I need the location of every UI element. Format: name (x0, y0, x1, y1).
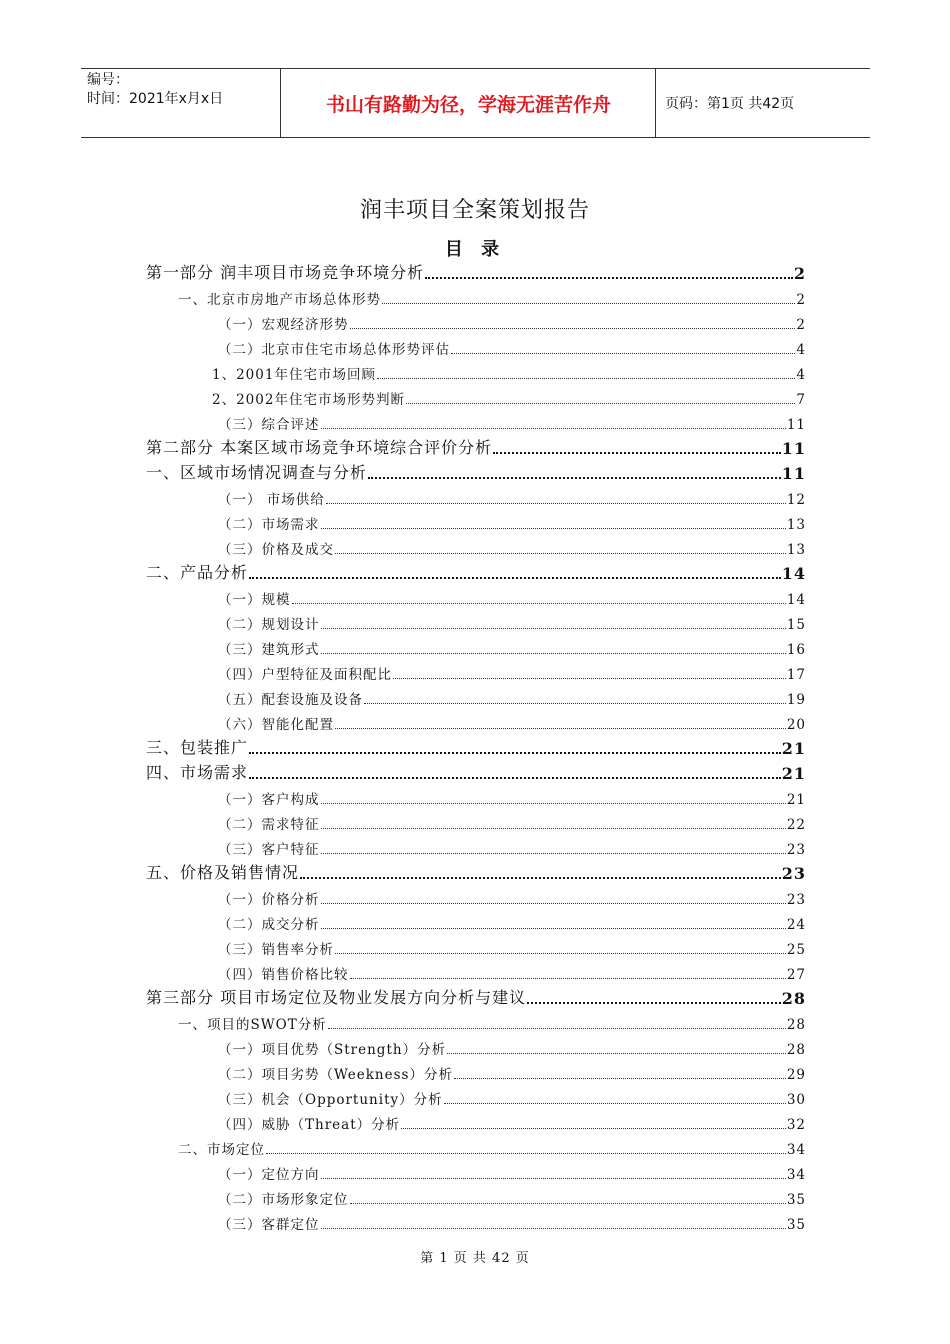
toc-entry-text: （三）综合评述 (218, 417, 320, 433)
toc-entry[interactable] (146, 508, 806, 533)
toc-entry-page: 23 (781, 864, 806, 883)
toc-entry[interactable] (146, 708, 806, 733)
toc-entry[interactable] (146, 483, 806, 508)
toc-entry[interactable] (146, 1108, 806, 1133)
toc-entry[interactable] (146, 858, 806, 883)
toc-entry[interactable] (146, 958, 806, 983)
toc-entry[interactable] (146, 533, 806, 558)
toc-leader-dots (321, 528, 786, 529)
toc-leader-dots (377, 378, 795, 379)
toc-leader-dots (493, 452, 781, 454)
toc-entry-text: 二、产品分析 (146, 563, 249, 582)
toc-entry[interactable] (146, 433, 806, 458)
toc-entry-page: 23 (786, 842, 806, 858)
toc-entry[interactable] (146, 908, 806, 933)
toc-entry[interactable] (146, 258, 806, 283)
toc-entry[interactable] (146, 683, 806, 708)
toc-entry[interactable] (146, 583, 806, 608)
toc-entry[interactable] (146, 458, 806, 483)
number-label: 编号： (87, 72, 129, 88)
toc-entry-page: 23 (786, 892, 806, 908)
toc-entry-text: （二）市场形象定位 (218, 1192, 349, 1208)
toc-entry-page: 29 (786, 1067, 806, 1083)
toc-leader-dots (328, 1028, 786, 1029)
toc-entry-page: 14 (786, 592, 806, 608)
toc-leader-dots (321, 1228, 786, 1229)
toc-entry-text: （二）成交分析 (218, 917, 320, 933)
toc-entry-text: 一、区域市场情况调查与分析 (146, 463, 368, 482)
toc-entry-text: （三）客群定位 (218, 1217, 320, 1233)
toc-leader-dots (249, 752, 781, 754)
toc-entry[interactable] (146, 1033, 806, 1058)
toc-leader-dots (321, 803, 786, 804)
toc-leader-dots (321, 928, 786, 929)
toc-entry-page: 2 (796, 317, 806, 333)
toc-entry[interactable] (146, 883, 806, 908)
toc-entry-text: 第三部分 项目市场定位及物业发展方向分析与建议 (146, 988, 527, 1007)
toc-entry-text: （四）销售价格比较 (218, 967, 349, 983)
toc-entry[interactable] (146, 1008, 806, 1033)
toc-entry[interactable] (146, 1208, 806, 1233)
toc-entry[interactable] (146, 383, 806, 408)
toc-entry-text: （二）北京市住宅市场总体形势评估 (218, 342, 450, 358)
toc-entry[interactable] (146, 558, 806, 583)
toc-entry[interactable] (146, 1133, 806, 1158)
toc-leader-dots (266, 1153, 786, 1154)
toc-entry-page: 22 (786, 817, 806, 833)
toc-leader-dots (447, 1053, 786, 1054)
toc-entry[interactable] (146, 408, 806, 433)
toc-entry-text: （四）威胁（Threat）分析 (218, 1117, 401, 1133)
toc-entry-text: （一）项目优势（Strength）分析 (218, 1042, 447, 1058)
toc-entry-page: 28 (786, 1017, 806, 1033)
toc-leader-dots (326, 503, 786, 504)
toc-entry[interactable] (146, 933, 806, 958)
toc-leader-dots (393, 678, 786, 679)
toc-entry[interactable] (146, 758, 806, 783)
toc-entry-text: （二）规划设计 (218, 617, 320, 633)
toc-entry[interactable] (146, 283, 806, 308)
toc-leader-dots (321, 428, 786, 429)
toc-entry-text: （一）宏观经济形势 (218, 317, 349, 333)
toc-entry-page: 11 (781, 464, 806, 483)
toc-leader-dots (350, 1203, 786, 1204)
toc-entry-text: （三）机会（Opportunity）分析 (218, 1092, 443, 1108)
toc-entry-page: 28 (786, 1042, 806, 1058)
toc-leader-dots (527, 1002, 781, 1004)
toc-entry-text: 一、项目的SWOT分析 (178, 1017, 327, 1033)
toc-entry[interactable] (146, 1083, 806, 1108)
toc-entry-page: 19 (786, 692, 806, 708)
toc-entry-page: 34 (786, 1142, 806, 1158)
toc-leader-dots (350, 328, 796, 329)
toc-entry-page: 11 (781, 439, 806, 458)
toc-entry-text: 四、市场需求 (146, 763, 249, 782)
toc-entry-page: 13 (786, 542, 806, 558)
toc-entry[interactable] (146, 658, 806, 683)
toc-leader-dots (292, 603, 786, 604)
table-of-contents (146, 258, 806, 1233)
toc-leader-dots (451, 353, 795, 354)
toc-leader-dots (321, 628, 786, 629)
toc-leader-dots (249, 777, 781, 779)
toc-leader-dots (406, 403, 795, 404)
toc-leader-dots (335, 553, 786, 554)
toc-entry[interactable] (146, 983, 806, 1008)
toc-entry[interactable] (146, 808, 806, 833)
document-header (81, 68, 870, 138)
toc-entry-text: 三、包装推广 (146, 738, 249, 757)
toc-entry-text: （四）户型特征及面积配比 (218, 667, 392, 683)
toc-entry-text: 第一部分 润丰项目市场竞争环境分析 (146, 263, 425, 282)
toc-entry-page: 7 (796, 392, 806, 408)
header-motto: 书山有路勤为径，学海无涯苦作舟 (282, 69, 656, 137)
toc-leader-dots (401, 1128, 786, 1129)
toc-entry-text: （一）规模 (218, 592, 291, 608)
toc-entry-page: 17 (786, 667, 806, 683)
toc-entry-page: 12 (786, 492, 806, 508)
toc-leader-dots (321, 1178, 786, 1179)
toc-entry-text: 五、价格及销售情况 (146, 863, 300, 882)
toc-leader-dots (300, 877, 781, 879)
toc-entry-page: 30 (786, 1092, 806, 1108)
toc-entry-text: （一）客户构成 (218, 792, 320, 808)
toc-heading: 目 录 (444, 239, 506, 260)
toc-entry-page: 21 (786, 792, 806, 808)
toc-leader-dots (321, 828, 786, 829)
toc-leader-dots (321, 653, 786, 654)
toc-entry[interactable] (146, 783, 806, 808)
toc-entry-text: （二）项目劣势（Weekness）分析 (218, 1067, 453, 1083)
toc-entry-page: 24 (786, 917, 806, 933)
toc-entry[interactable] (146, 1158, 806, 1183)
toc-leader-dots (425, 277, 793, 279)
toc-entry-page: 2 (796, 292, 806, 308)
toc-entry[interactable] (146, 333, 806, 358)
toc-entry-text: （三）价格及成交 (218, 542, 334, 558)
toc-entry-text: 1、2001年住宅市场回顾 (212, 367, 376, 383)
toc-entry-text: 一、北京市房地产市场总体形势 (178, 292, 381, 308)
toc-entry-text: （六）智能化配置 (218, 717, 334, 733)
toc-leader-dots (350, 978, 786, 979)
toc-entry-page: 35 (786, 1217, 806, 1233)
toc-entry-page: 2 (793, 264, 806, 283)
toc-entry[interactable] (146, 1058, 806, 1083)
toc-entry-page: 35 (786, 1192, 806, 1208)
document-title: 润丰项目全案策划报告 (359, 198, 590, 223)
page-footer: 第 1 页 共 42 页 (420, 1251, 530, 1266)
toc-leader-dots (444, 1103, 786, 1104)
toc-entry-page: 21 (781, 739, 806, 758)
toc-leader-dots (335, 953, 786, 954)
toc-entry-page: 21 (781, 764, 806, 783)
header-page-label: 页码：第1页 共42页 (665, 96, 795, 112)
toc-leader-dots (335, 728, 786, 729)
header-meta-cell (81, 69, 281, 137)
toc-entry[interactable] (146, 633, 806, 658)
toc-entry-page: 14 (781, 564, 806, 583)
toc-entry-page: 16 (786, 642, 806, 658)
toc-entry-text: （五）配套设施及设备 (218, 692, 363, 708)
toc-leader-dots (364, 703, 786, 704)
toc-leader-dots (249, 577, 781, 579)
toc-entry-text: （一）定位方向 (218, 1167, 320, 1183)
toc-entry-page: 4 (796, 367, 806, 383)
toc-entry-text: 第二部分 本案区域市场竞争环境综合评价分析 (146, 438, 493, 457)
toc-entry-text: （一）价格分析 (218, 892, 320, 908)
toc-entry[interactable] (146, 608, 806, 633)
toc-entry-text: 2、2002年住宅市场形势判断 (212, 392, 405, 408)
toc-entry-page: 32 (786, 1117, 806, 1133)
toc-entry[interactable] (146, 833, 806, 858)
toc-entry-text: （二）市场需求 (218, 517, 320, 533)
toc-entry-text: （三）客户特征 (218, 842, 320, 858)
toc-entry-page: 13 (786, 517, 806, 533)
toc-entry[interactable] (146, 358, 806, 383)
toc-entry-page: 28 (781, 989, 806, 1008)
toc-entry-page: 25 (786, 942, 806, 958)
toc-entry-text: 二、市场定位 (178, 1142, 265, 1158)
toc-entry-page: 34 (786, 1167, 806, 1183)
toc-entry-text: （三）建筑形式 (218, 642, 320, 658)
toc-entry-page: 4 (796, 342, 806, 358)
time-label: 时间：2021年x月x日 (87, 91, 224, 107)
toc-leader-dots (321, 903, 786, 904)
toc-entry-page: 11 (786, 417, 806, 433)
toc-entry[interactable] (146, 308, 806, 333)
toc-leader-dots (382, 303, 795, 304)
toc-leader-dots (454, 1078, 786, 1079)
toc-entry-text: （一） 市场供给 (218, 492, 325, 508)
toc-entry-page: 15 (786, 617, 806, 633)
toc-leader-dots (368, 477, 781, 479)
toc-entry[interactable] (146, 1183, 806, 1208)
toc-entry[interactable] (146, 733, 806, 758)
toc-leader-dots (321, 853, 786, 854)
toc-entry-page: 20 (786, 717, 806, 733)
toc-entry-text: （三）销售率分析 (218, 942, 334, 958)
toc-entry-page: 27 (786, 967, 806, 983)
toc-entry-text: （二）需求特征 (218, 817, 320, 833)
